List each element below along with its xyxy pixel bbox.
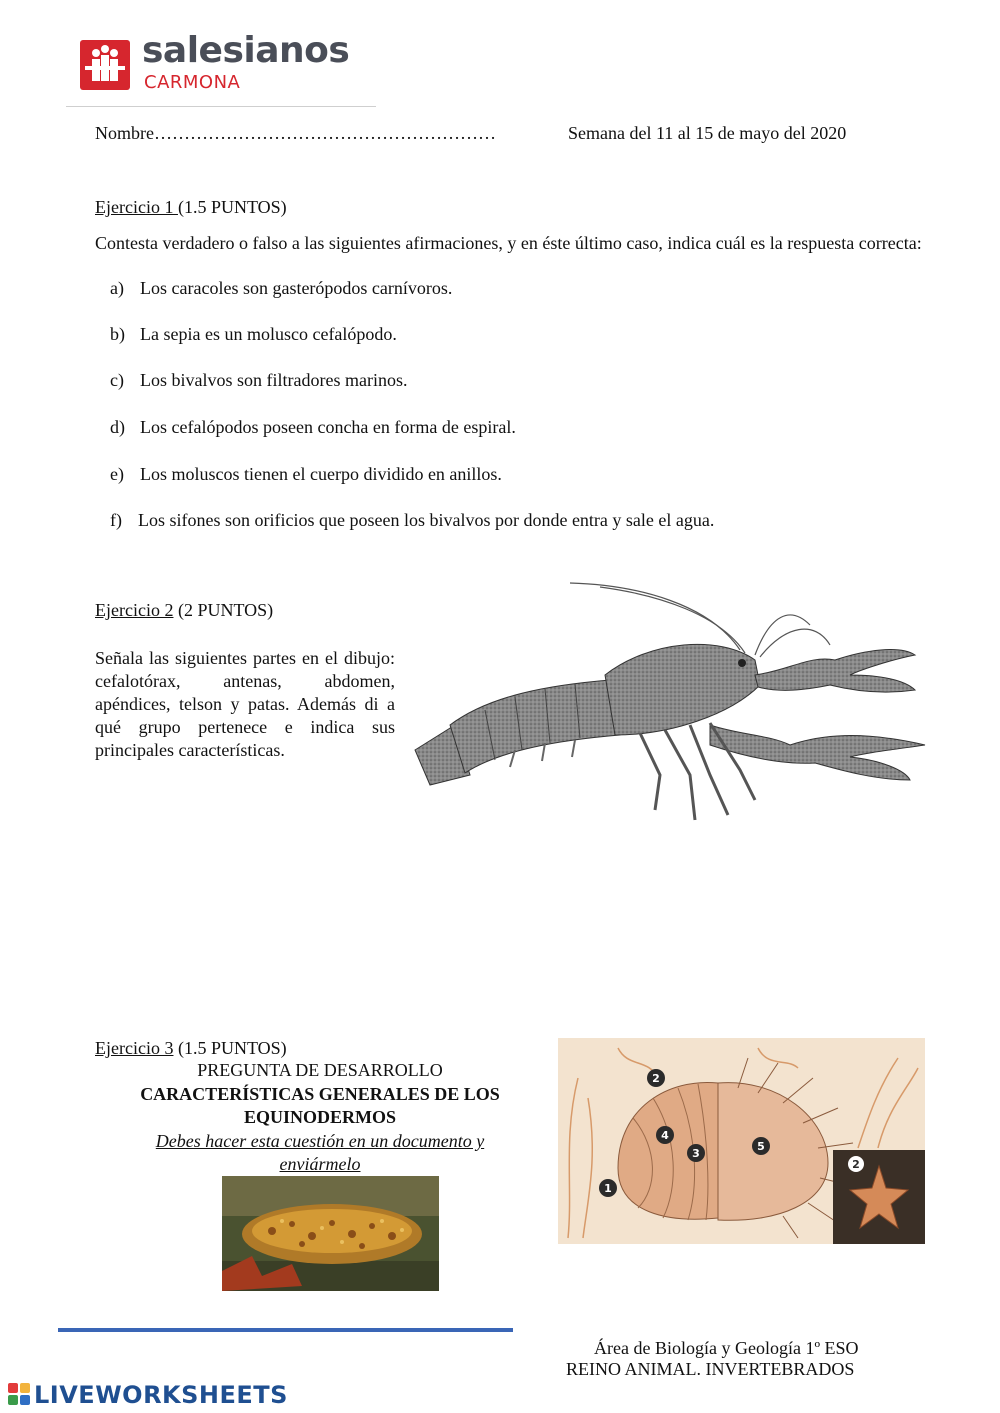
- exercise2-label: Ejercicio 2: [95, 600, 174, 620]
- week-date: Semana del 11 al 15 de mayo del 2020: [568, 123, 847, 143]
- item-letter: d): [110, 417, 125, 437]
- item-letter: f): [110, 510, 122, 530]
- liveworksheets-icon: [8, 1383, 30, 1405]
- item-letter: c): [110, 370, 124, 390]
- figure-label-2: 2: [652, 1072, 660, 1085]
- sea-cucumber-photo: [222, 1176, 439, 1291]
- item-text: Los moluscos tienen el cuerpo dividido en anillos.: [140, 464, 502, 484]
- footer-divider: [58, 1328, 513, 1332]
- exercise3-label: Ejercicio 3: [95, 1038, 174, 1058]
- figure-label-starfish: 2: [852, 1158, 860, 1171]
- figure-label-5: 5: [757, 1140, 765, 1153]
- exercise1-item-a: [110, 278, 452, 299]
- school-name: salesianos: [142, 30, 350, 71]
- item-text: Los caracoles son gasterópodos carnívoros.: [140, 278, 453, 298]
- item-text: Los bivalvos son filtradores marinos.: [140, 370, 408, 390]
- exercise3-heading: CARACTERÍSTICAS GENERALES DE LOS EQUINODERMOS: [140, 1084, 500, 1127]
- figure-label-4: 4: [661, 1129, 669, 1142]
- footer-topic: REINO ANIMAL. INVERTEBRADOS: [566, 1359, 855, 1379]
- school-logo: [80, 30, 380, 100]
- exercise1-item-e: [110, 464, 502, 485]
- exercise1-points: (1.5 PUNTOS): [177, 197, 287, 217]
- item-letter: b): [110, 324, 125, 344]
- school-logo-icon: [80, 40, 130, 90]
- item-text: Los cefalópodos poseen concha en forma de espiral.: [140, 417, 516, 437]
- item-text: La sepia es un molusco cefalópodo.: [140, 324, 397, 344]
- figure-label-1: 1: [604, 1182, 612, 1195]
- exercise1-instructions: Contesta verdadero o falso a las siguientes afirmaciones, y en éste último caso, indica cuál es la respuesta correcta:: [95, 233, 922, 253]
- exercise1-title: [95, 197, 287, 218]
- exercise1-label: Ejercicio 1: [95, 197, 178, 217]
- liveworksheets-text: LIVEWORKSHEETS: [34, 1381, 288, 1409]
- exercise1-item-f: [110, 510, 714, 531]
- item-letter: e): [110, 464, 124, 484]
- exercise1-item-d: [110, 417, 516, 438]
- item-text: Los sifones son orificios que poseen los bivalvos por donde entra y sale el agua.: [138, 510, 715, 530]
- footer-subject: Área de Biología y Geología 1º ESO: [594, 1338, 859, 1358]
- item-letter: a): [110, 278, 124, 298]
- header-divider: [66, 106, 376, 107]
- school-location: CARMONA: [144, 72, 241, 93]
- crayfish-illustration: [410, 575, 940, 830]
- exercise1-item-c: [110, 370, 407, 391]
- exercise1-item-b: [110, 324, 397, 345]
- exercise3-subtitle: PREGUNTA DE DESARROLLO: [197, 1060, 443, 1080]
- exercise3-title: [95, 1038, 287, 1059]
- exercise2-instructions: Señala las siguientes partes en el dibujo: cefalotórax, antenas, abdomen, apéndices, telson y patas. Además di a qué grupo pertenece e indica sus principales características.: [95, 648, 395, 760]
- exercise3-note: Debes hacer esta cuestión en un documento y enviármelo: [155, 1131, 485, 1174]
- exercise3-points: (1.5 PUNTOS): [173, 1038, 287, 1058]
- sea-urchin-illustration: [558, 1038, 925, 1244]
- exercise2-title: [95, 600, 273, 621]
- exercise2-points: (2 PUNTOS): [173, 600, 274, 620]
- figure-label-3: 3: [692, 1147, 700, 1160]
- student-name-field[interactable]: Nombre…………………………………………………: [95, 123, 496, 143]
